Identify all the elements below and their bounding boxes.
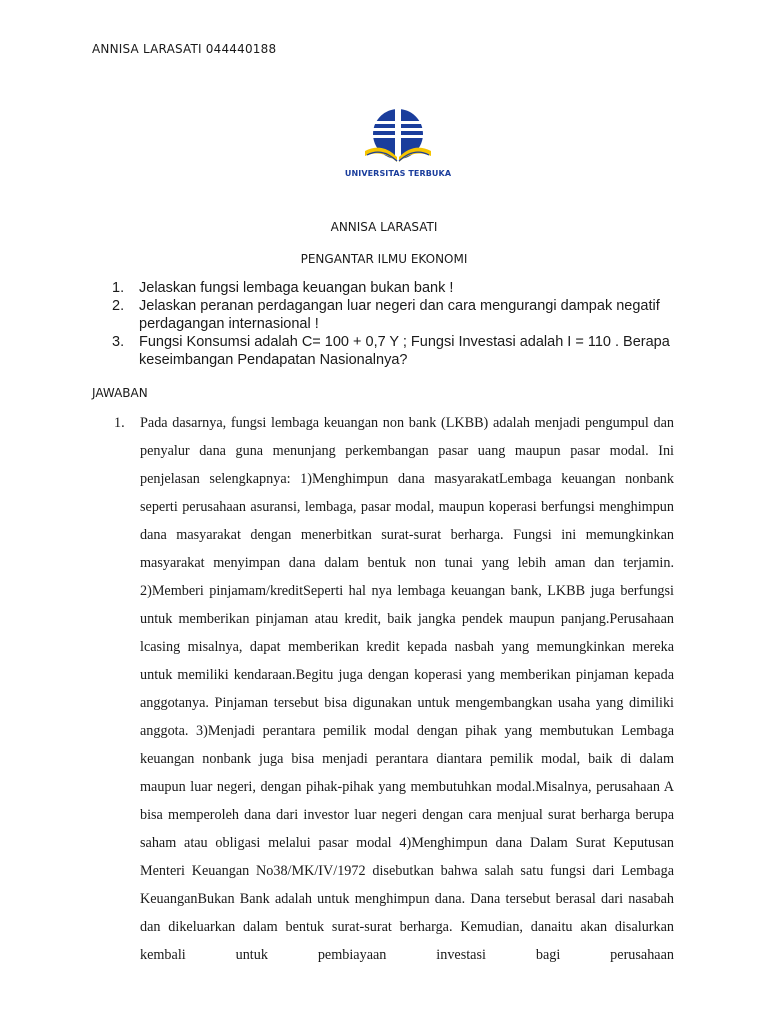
question-text: Jelaskan peranan perdagangan luar negeri dan cara mengurangi dampak negatif perdagangan internasional ! xyxy=(139,298,660,332)
logo-text: UNIVERSITAS TERBUKA xyxy=(344,169,452,178)
question-number: 2. xyxy=(112,298,125,314)
answer-text: Pada dasarnya, fungsi lembaga keuangan non bank (LKBB) adalah menjadi pengumpul dan penyalur dana guna menunjang perkembangan pasar uang maupun pasar modal. Ini penjelasan selengkapnya: 1)Menghimpun dana masyarakatLembaga keuangan nonbank seperti perusahaan asuransi, lembaga, pasar modal, maupun koperasi berfungsi menghimpun dana masyarakat dengan menerbitkan surat-surat berharga. Fungsi ini memungkinkan masyarakat menyimpan dana dalam bentuk non tunai yang lebih aman dan terjamin. 2)Memberi pinjamam/kreditSeperti hal nya lembaga keuangan bank, LKBB juga berfungsi untuk memberikan pinjaman atau kredit, baik jangka pendek maupun panjang.Perusahaan lcasing misalnya, dapat memberikan kredit kepada nasbah yang memungkinkan mereka untuk memiliki kendaraan.Begitu juga dengan koperasi yang memberikan pinjaman kepada anggotanya. Pinjaman tersebut bisa digunakan untuk mengembangkan usaha yang dimiliki anggota. 3)Menjadi perantara pemilik modal dengan pihak yang membutukan Lembaga keuangan nonbank juga bisa menjadi perantara diantara pemilik modal, baik di dalam maupun luar negeri, dengan pihak-pihak yang membutuhkan modal.Misalnya, perusahaan A bisa memperoleh dana dari investor luar negeri dengan cara menjual surat berharga berupa saham atau obligasi melalui pasar modal 4)Menghimpun dana Dalam Surat Keputusan Menteri Keuangan No38/MK/IV/1972 disebutkan bahwa salah satu fungsi dari Lembaga KeuanganBukan Bank adalah untuk menghimpun dana. Dana tersebut berasal dari nasabah dan dikeluarkan dalam bentuk surat-surat berharga. Kemudian, danaitu akan disalurkan kembali untuk pembiayaan investasi bagi perusahaan xyxy=(140,415,674,963)
book-torch-emblem-icon xyxy=(335,104,461,170)
answer-item xyxy=(114,409,674,969)
question-item xyxy=(112,297,672,333)
question-item xyxy=(112,333,672,369)
question-number: 1. xyxy=(112,280,125,296)
question-text: Jelaskan fungsi lembaga keuangan bukan bank ! xyxy=(139,280,454,296)
university-logo xyxy=(335,104,461,184)
question-item xyxy=(112,279,672,297)
answer-number: 1. xyxy=(114,415,125,431)
question-text: Fungsi Konsumsi adalah C= 100 + 0,7 Y ; Fungsi Investasi adalah I = 110 . Berapa keseimbangan Pendapatan Nasionalnya? xyxy=(139,334,670,368)
student-name: ANNISA LARASATI xyxy=(330,220,438,234)
course-title: PENGANTAR ILMU EKONOMI xyxy=(300,252,468,266)
question-number: 3. xyxy=(112,334,125,350)
answers-heading: JAWABAN xyxy=(92,386,148,400)
question-list xyxy=(112,279,672,369)
header-author-id: ANNISA LARASATI 044440188 xyxy=(92,42,277,56)
